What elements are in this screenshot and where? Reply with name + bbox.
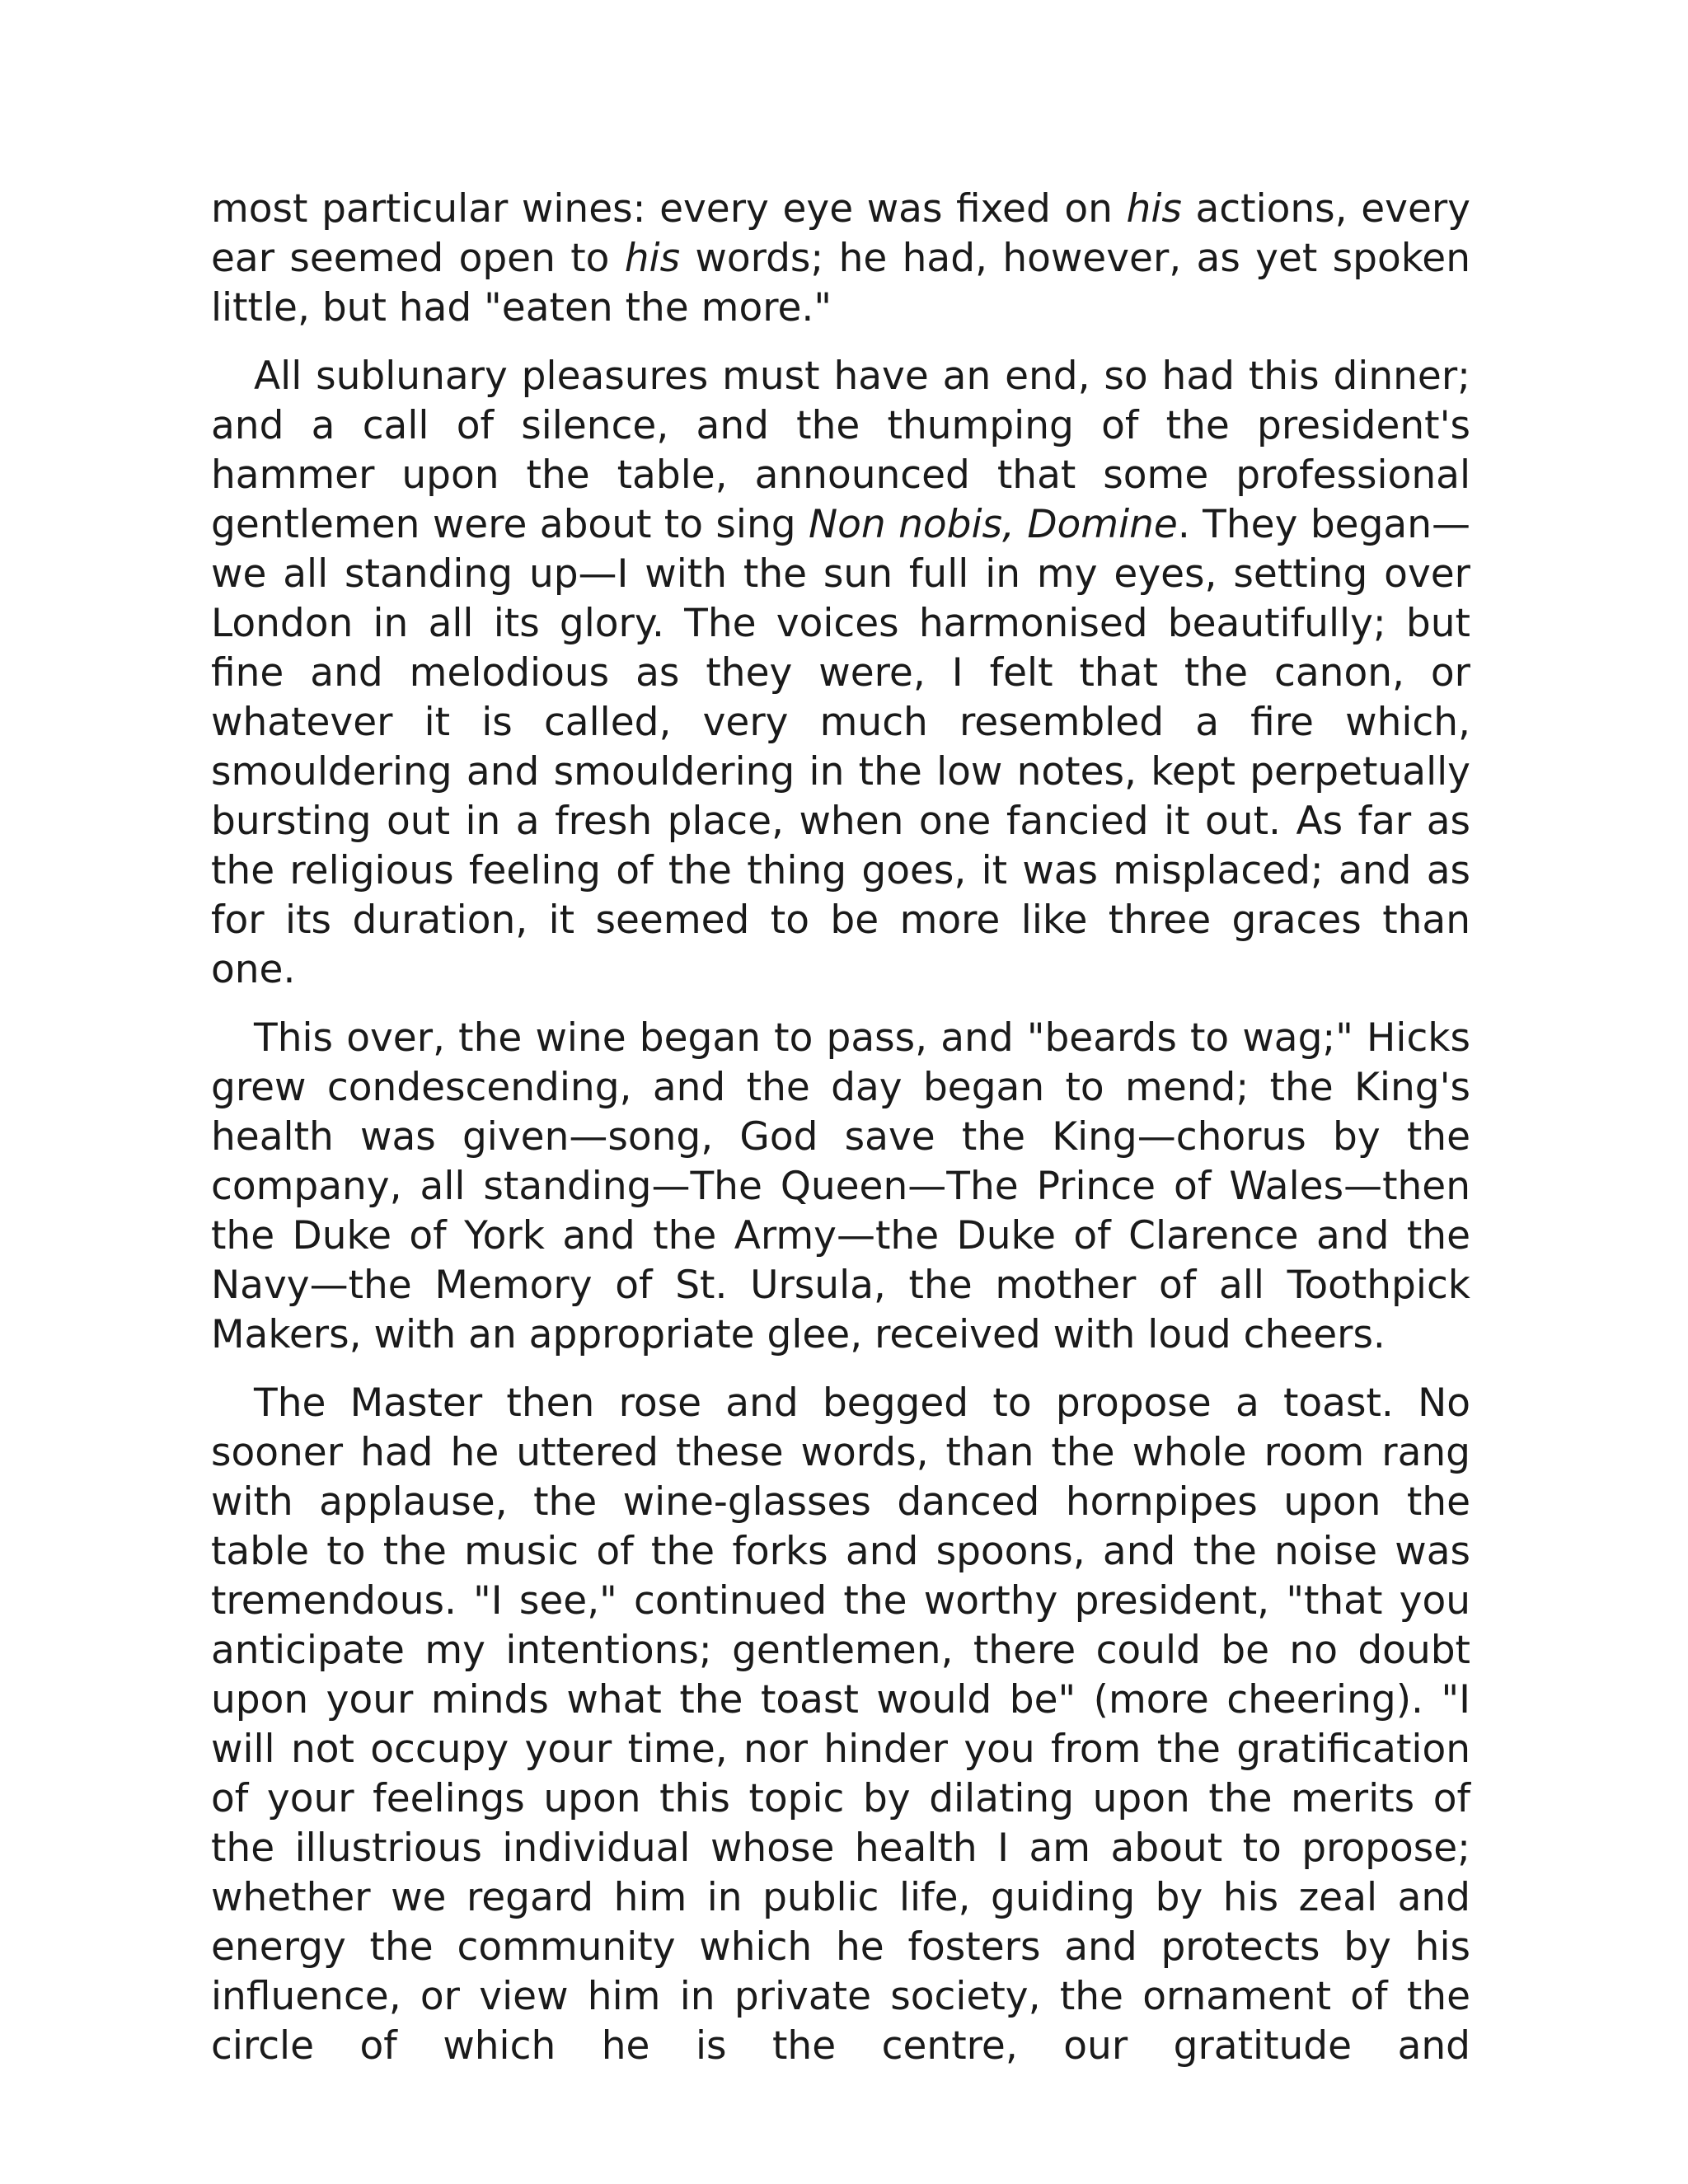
text-segment: All sublunary pleasures must have an end, so had this dinner; and a call of silence, and the thumping of the president's hammer upon the table, announced that some professional gentlemen were about to sing — [211, 354, 1470, 547]
text-segment: This over, the wine began to pass, and "beards to wag;" Hicks grew condescending, and the day began to mend; the King's health was given—song, God save the King—chorus by the company, all standing—The Queen—The Prince of Wales—then the Duke of York and the Army—the Duke of Clarence and the Navy—the Memory of St. Ursula, the mother of all Toothpick Makers, with an appropriate glee, received with loud cheers. — [211, 1015, 1470, 1357]
paragraph-1 — [211, 185, 1470, 333]
text-segment: The Master then rose and begged to propose a toast. No sooner had he uttered these words, than the whole room rang with applause, the wine-glasses danced hornpipes upon the table to the music of the forks and spoons, and the noise was tremendous. "I see," continued the worthy president, "that you anticipate my intentions; gentlemen, there could be no doubt upon your minds what the toast would be" (more cheering). "I will not occupy your time, nor hinder you from the gratification of your feelings upon this topic by dilating upon the merits of the illustrious individual whose health I am about to propose; whether we regard him in public life, guiding by his zeal and energy the community which he fosters and protects by his influence, or view him in private society, the ornament of the circle of which he is the centre, our gratitude and — [211, 1380, 1470, 2069]
text-segment: . They began—we all standing up—I with the sun full in my eyes, setting over London in all its glory. The voices harmonised beautifully; but fine and melodious as they were, I felt that the canon, or whatever it is called, very much resembled a fire which, smouldering and smouldering in the low notes, kept perpetually bursting out in a fresh place, when one fancied it out. As far as the religious feeling of the thing goes, it was misplaced; and as for its duration, it seemed to be more like three graces than one. — [211, 502, 1470, 992]
italic-text: Non nobis, Domine — [808, 502, 1178, 547]
italic-text: his — [624, 236, 681, 281]
paragraph-2 — [211, 352, 1470, 995]
page-text — [211, 185, 1470, 2090]
paragraph-4 — [211, 1379, 1470, 2071]
text-segment: most particular wines: every eye was fixed on — [211, 186, 1127, 232]
italic-text: his — [1126, 186, 1182, 232]
text-segment: words; he had, however, as yet spoken little, but had "eaten the more." — [211, 236, 1470, 330]
paragraph-3 — [211, 1014, 1470, 1360]
text-segment: actions, every ear seemed open to — [211, 186, 1470, 281]
